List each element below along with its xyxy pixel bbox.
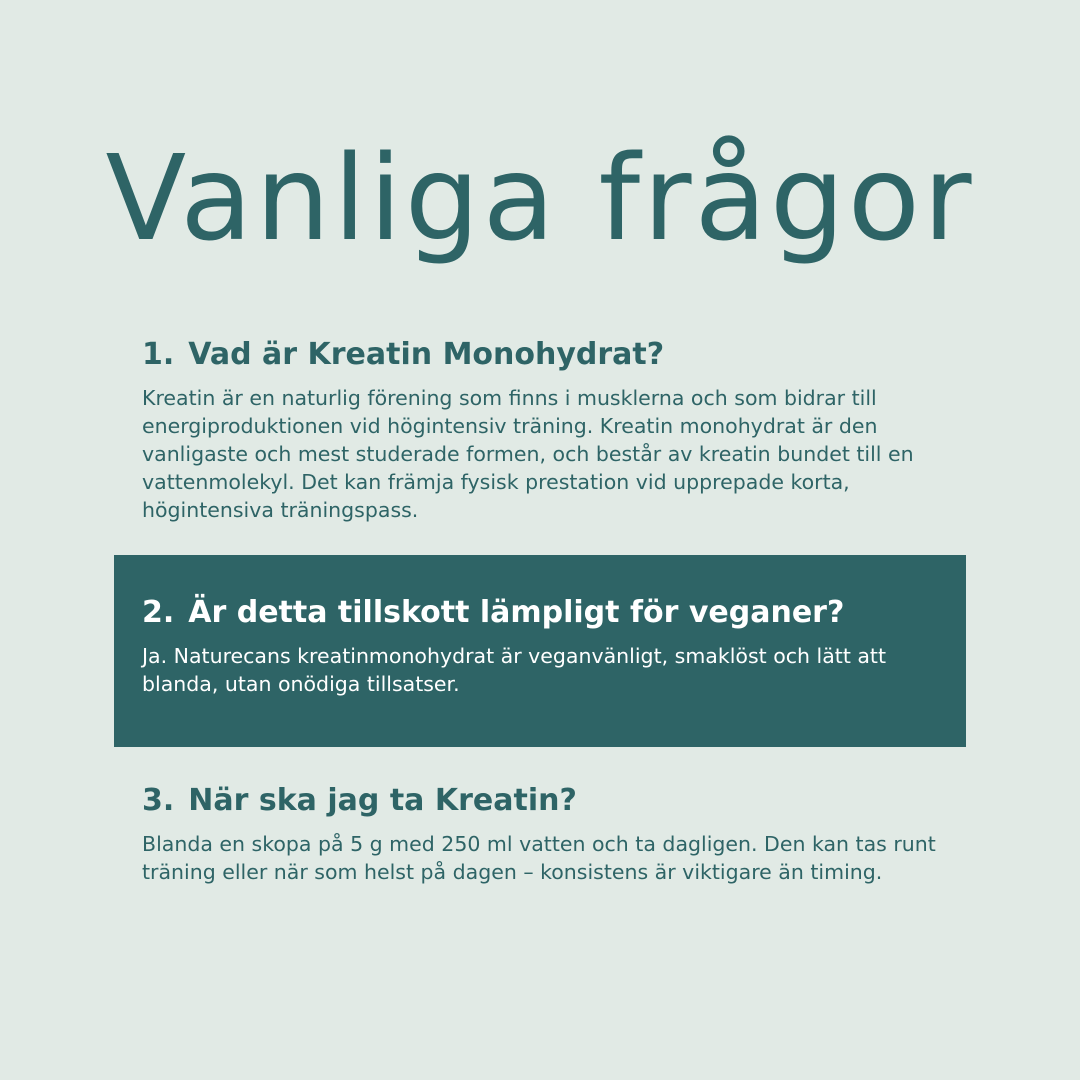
faq-question-text-2: Är detta tillskott lämpligt för veganer? xyxy=(188,595,845,630)
faq-answer-1: Kreatin är en naturlig förening som finns i musklerna och som bidrar till energiproduktionen vid högintensiv träning. Kreatin monohydrat är den vanligaste och mest studerade formen, och består av kreatin bundet till en vattenmolekyl. Det kan främja fysisk prestation vid upprepade korta, högintensiva träningspass. xyxy=(142,386,914,522)
faq-answer-2: Ja. Naturecans kreatinmonohydrat är veganvänligt, smaklöst och lätt att blanda, utan onödiga tillsatser. xyxy=(142,644,887,696)
faq-answer-3: Blanda en skopa på 5 g med 250 ml vatten och ta dagligen. Den kan tas runt träning eller när som helst på dagen – konsistens är viktigare än timing. xyxy=(142,832,936,884)
faq-item-2 xyxy=(142,594,942,698)
page-title: Vanliga frågor xyxy=(105,129,975,267)
faq-question-1 xyxy=(142,336,942,374)
faq-number-2: 2. xyxy=(142,595,175,630)
faq-question-text-1: Vad är Kreatin Monohydrat? xyxy=(188,337,665,372)
faq-number-3: 3. xyxy=(142,783,175,818)
faq-item-3 xyxy=(142,782,942,886)
faq-item-1 xyxy=(142,336,942,524)
faq-question-text-3: När ska jag ta Kreatin? xyxy=(188,783,577,818)
faq-number-1: 1. xyxy=(142,337,175,372)
faq-question-3 xyxy=(142,782,942,820)
faq-question-2 xyxy=(142,594,942,632)
